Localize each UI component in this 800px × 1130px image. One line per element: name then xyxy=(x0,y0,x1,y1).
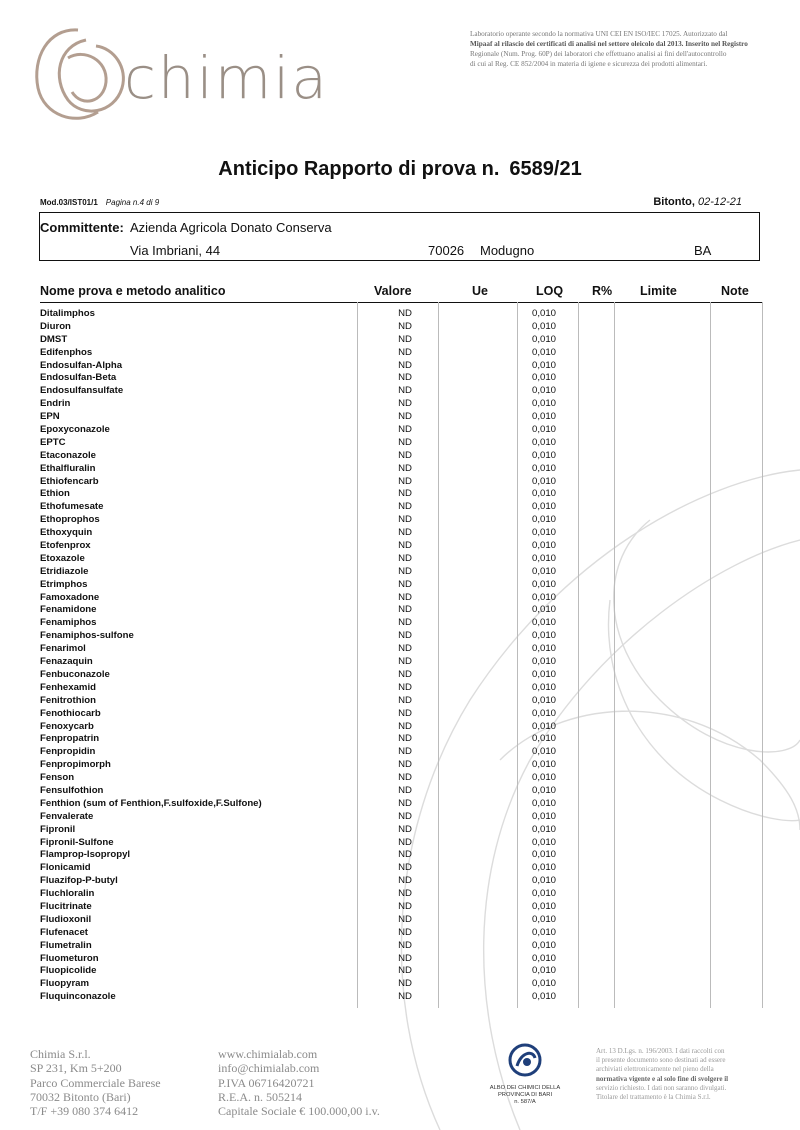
analyte-name: Fenitrothion xyxy=(40,694,96,706)
table-row xyxy=(40,579,762,592)
analyte-name: Endrin xyxy=(40,398,71,410)
analyte-value: ND xyxy=(398,965,412,977)
analyte-name: Fluometuron xyxy=(40,952,99,964)
analyte-value: ND xyxy=(398,385,412,397)
date-label: Bitonto, xyxy=(653,196,695,208)
header-value: Valore xyxy=(374,284,412,298)
analyte-loq: 0,010 xyxy=(532,527,557,539)
header-note: Note xyxy=(721,284,749,298)
analyte-loq: 0,010 xyxy=(532,888,557,900)
analyte-loq: 0,010 xyxy=(532,514,557,526)
analyte-loq: 0,010 xyxy=(532,810,557,822)
analyte-value: ND xyxy=(398,540,412,552)
analyte-value: ND xyxy=(398,952,412,964)
analyte-loq: 0,010 xyxy=(532,836,557,848)
analyte-loq: 0,010 xyxy=(532,565,557,577)
albo-line: ALBO DEI CHIMICI DELLA xyxy=(489,1085,561,1091)
accreditation-line: di cui al Reg. CE 852/2004 in materia di igiene e sicurezza dei prodotti alimentari. xyxy=(470,60,708,68)
analyte-name: Epoxyconazole xyxy=(40,424,110,436)
table-row xyxy=(40,488,762,501)
analyte-value: ND xyxy=(398,552,412,564)
table-row xyxy=(40,476,762,489)
table-row xyxy=(40,656,762,669)
analyte-value: ND xyxy=(398,630,412,642)
table-row xyxy=(40,553,762,566)
accreditation-line: Mipaaf al rilascio dei certificati di analisi nel settore oleicolo dal 2013. Inserito nel Registro xyxy=(470,40,748,48)
analyte-loq: 0,010 xyxy=(532,681,557,693)
analyte-loq: 0,010 xyxy=(532,823,557,835)
analyte-value: ND xyxy=(398,681,412,693)
table-row xyxy=(40,953,762,966)
analyte-loq: 0,010 xyxy=(532,978,557,990)
table-row xyxy=(40,695,762,708)
client-province: BA xyxy=(694,243,712,258)
analyte-value: ND xyxy=(398,913,412,925)
analyte-value: ND xyxy=(398,436,412,448)
analyte-name: Ethoxyquin xyxy=(40,527,93,539)
analyte-name: Fenothiocarb xyxy=(40,707,101,719)
table-row xyxy=(40,708,762,721)
analyte-name: Ethion xyxy=(40,488,70,500)
table-row xyxy=(40,682,762,695)
table-row xyxy=(40,360,762,373)
analyte-value: ND xyxy=(398,565,412,577)
table-row xyxy=(40,463,762,476)
analyte-value: ND xyxy=(398,978,412,990)
table-row xyxy=(40,733,762,746)
table-row xyxy=(40,450,762,463)
module-line xyxy=(40,198,159,207)
table-row xyxy=(40,514,762,527)
analyte-name: Fenhexamid xyxy=(40,681,96,693)
analyte-loq: 0,010 xyxy=(532,333,557,345)
analyte-name: EPN xyxy=(40,411,60,423)
analyte-name: Fenazaquin xyxy=(40,656,93,668)
analyte-value: ND xyxy=(398,333,412,345)
analyte-loq: 0,010 xyxy=(532,965,557,977)
company-line: Chimia S.r.l. xyxy=(30,1047,91,1061)
report-number: 6589/21 xyxy=(509,158,582,180)
analyte-loq: 0,010 xyxy=(532,372,557,384)
table-row xyxy=(40,527,762,540)
analyte-name: Flufenacet xyxy=(40,926,88,938)
analyte-value: ND xyxy=(398,488,412,500)
analyte-name: Fenamidone xyxy=(40,604,97,616)
chimia-logo-icon xyxy=(28,18,133,128)
client-city: Modugno xyxy=(480,243,535,258)
privacy-line: Art. 13 D.Lgs. n. 196/2003. I dati raccolti con xyxy=(596,1047,725,1055)
table-row xyxy=(40,798,762,811)
table-row xyxy=(40,334,762,347)
accreditation-line: Regionale (Num. Prog. 60P) dei laboratori che effettuano analisi ai fini dell'autocontrollo xyxy=(470,50,727,58)
table-row xyxy=(40,759,762,772)
table-row xyxy=(40,372,762,385)
email-link[interactable]: info@chimialab.com xyxy=(218,1061,320,1076)
analyte-value: ND xyxy=(398,694,412,706)
privacy-line: il presente documento sono destinati ad essere xyxy=(596,1056,726,1065)
analyte-name: Etofenprox xyxy=(40,540,91,552)
analyte-name: Endosulfan-Beta xyxy=(40,372,117,384)
analyte-name: Fludioxonil xyxy=(40,913,92,925)
company-line: T/F +39 080 374 6412 xyxy=(30,1104,139,1119)
table-row xyxy=(40,849,762,862)
client-cap: 70026 xyxy=(428,243,465,258)
albo-seal-icon xyxy=(505,1040,545,1080)
table-row xyxy=(40,721,762,734)
analyte-loq: 0,010 xyxy=(532,540,557,552)
brand-name: chimia xyxy=(124,44,329,112)
albo-line: PROVINCIA DI BARI xyxy=(497,1092,553,1098)
table-row xyxy=(40,592,762,605)
privacy-note xyxy=(596,1047,788,1102)
header-r: R% xyxy=(592,284,613,298)
analyte-loq: 0,010 xyxy=(532,630,557,642)
header-ue: Ue xyxy=(472,284,488,298)
header-loq: LOQ xyxy=(536,284,564,298)
analyte-name: Ditalimphos xyxy=(40,308,95,319)
analyte-value: ND xyxy=(398,836,412,848)
analyte-loq: 0,010 xyxy=(532,656,557,668)
table-header xyxy=(40,284,762,303)
analyte-loq: 0,010 xyxy=(532,578,557,590)
privacy-line: servizio richiesto. I dati non saranno divulgati. xyxy=(596,1083,727,1092)
analyte-loq: 0,010 xyxy=(532,346,557,358)
analyte-loq: 0,010 xyxy=(532,707,557,719)
analyte-name: Fenbuconazole xyxy=(40,668,110,680)
header-name: Nome prova e metodo analitico xyxy=(40,284,226,298)
table-row xyxy=(40,978,762,991)
analyte-value: ND xyxy=(398,346,412,358)
albo-chimici-seal xyxy=(470,1040,580,1106)
analyte-name: Ethofumesate xyxy=(40,501,104,513)
analyte-value: ND xyxy=(398,900,412,912)
analyte-value: ND xyxy=(398,475,412,487)
analyte-name: Fenpropimorph xyxy=(40,759,111,771)
analyte-name: Ethalfluralin xyxy=(40,462,96,474)
table-row xyxy=(40,398,762,411)
analyte-loq: 0,010 xyxy=(532,424,557,436)
column-divider xyxy=(762,302,763,1008)
analyte-name: Endosulfan-Alpha xyxy=(40,359,123,371)
table-row xyxy=(40,914,762,927)
analyte-value: ND xyxy=(398,411,412,423)
analyte-value: ND xyxy=(398,656,412,668)
analyte-name: Etrimphos xyxy=(40,578,88,590)
analyte-loq: 0,010 xyxy=(532,591,557,603)
analyte-name: Fenson xyxy=(40,772,75,784)
analyte-value: ND xyxy=(398,875,412,887)
report-date xyxy=(653,196,742,208)
analyte-loq: 0,010 xyxy=(532,746,557,758)
table-row xyxy=(40,424,762,437)
table-row xyxy=(40,746,762,759)
table-row xyxy=(40,617,762,630)
table-row xyxy=(40,811,762,824)
analyte-name: Fluazifop-P-butyl xyxy=(40,875,118,887)
analyte-name: Fenamiphos-sulfone xyxy=(40,630,134,642)
header-limit: Limite xyxy=(640,284,677,298)
analyte-name: Fensulfothion xyxy=(40,784,104,796)
report-title-text: Anticipo Rapporto di prova n. xyxy=(218,158,500,180)
analyte-value: ND xyxy=(398,514,412,526)
privacy-line: Titolare del trattamento è la Chimia S.r.l. xyxy=(596,1093,711,1102)
analyte-value: ND xyxy=(398,939,412,951)
analyte-loq: 0,010 xyxy=(532,411,557,423)
analyte-loq: 0,010 xyxy=(532,359,557,371)
client-label: Committente: xyxy=(40,220,124,235)
company-line: 70032 Bitonto (Bari) xyxy=(30,1089,131,1104)
table-row xyxy=(40,785,762,798)
analyte-name: Ethiofencarb xyxy=(40,475,99,487)
analyte-value: ND xyxy=(398,823,412,835)
analyte-name: Fenamiphos xyxy=(40,617,97,629)
analyte-loq: 0,010 xyxy=(532,475,557,487)
analyte-loq: 0,010 xyxy=(532,900,557,912)
analyte-loq: 0,010 xyxy=(532,449,557,461)
analyte-loq: 0,010 xyxy=(532,952,557,964)
analyte-name: Famoxadone xyxy=(40,591,100,603)
analyte-loq: 0,010 xyxy=(532,862,557,874)
analyte-value: ND xyxy=(398,578,412,590)
results-table-body xyxy=(40,308,762,1004)
table-row xyxy=(40,437,762,450)
analyte-value: ND xyxy=(398,359,412,371)
analyte-value: ND xyxy=(398,862,412,874)
analyte-value: ND xyxy=(398,849,412,861)
analyte-name: Flucitrinate xyxy=(40,900,92,912)
analyte-loq: 0,010 xyxy=(532,991,557,1003)
accreditation-line: Laboratorio operante secondo la normativa UNI CEI EN ISO/IEC 17025. Autorizzato dal xyxy=(470,30,728,38)
analyte-loq: 0,010 xyxy=(532,720,557,732)
analyte-name: Fipronil xyxy=(40,823,76,835)
table-row xyxy=(40,501,762,514)
analyte-value: ND xyxy=(398,372,412,384)
analyte-loq: 0,010 xyxy=(532,939,557,951)
analyte-name: Flonicamid xyxy=(40,862,91,874)
analyte-value: ND xyxy=(398,772,412,784)
analyte-value: ND xyxy=(398,643,412,655)
analyte-name: Flamprop-Isopropyl xyxy=(40,849,131,861)
analyte-name: Flumetralin xyxy=(40,939,92,951)
analyte-value: ND xyxy=(398,746,412,758)
report-title xyxy=(0,158,800,181)
analyte-loq: 0,010 xyxy=(532,913,557,925)
analyte-name: Ethoprophos xyxy=(40,514,100,526)
table-row xyxy=(40,927,762,940)
analyte-value: ND xyxy=(398,707,412,719)
table-row xyxy=(40,824,762,837)
analyte-loq: 0,010 xyxy=(532,462,557,474)
table-row xyxy=(40,540,762,553)
analyte-value: ND xyxy=(398,527,412,539)
analyte-value: ND xyxy=(398,501,412,513)
table-row xyxy=(40,385,762,398)
analyte-value: ND xyxy=(398,888,412,900)
analyte-value: ND xyxy=(398,926,412,938)
analyte-name: Edifenphos xyxy=(40,346,93,358)
table-row xyxy=(40,991,762,1004)
analyte-name: Etoxazole xyxy=(40,552,85,564)
table-row xyxy=(40,308,762,321)
analyte-name: Fluopyram xyxy=(40,978,90,990)
table-row xyxy=(40,888,762,901)
table-row xyxy=(40,669,762,682)
table-row xyxy=(40,862,762,875)
analyte-loq: 0,010 xyxy=(532,694,557,706)
analyte-loq: 0,010 xyxy=(532,436,557,448)
analyte-name: Fluopicolide xyxy=(40,965,97,977)
table-row xyxy=(40,347,762,360)
analyte-loq: 0,010 xyxy=(532,604,557,616)
analyte-loq: 0,010 xyxy=(532,643,557,655)
analyte-value: ND xyxy=(398,398,412,410)
analyte-value: ND xyxy=(398,591,412,603)
analyte-loq: 0,010 xyxy=(532,733,557,745)
client-name: Azienda Agricola Donato Conserva xyxy=(130,220,332,235)
website-link[interactable]: www.chimialab.com xyxy=(218,1047,318,1061)
analyte-name: Etaconazole xyxy=(40,449,96,461)
analyte-name: Endosulfansulfate xyxy=(40,385,124,397)
table-row xyxy=(40,604,762,617)
analyte-loq: 0,010 xyxy=(532,308,557,319)
analyte-loq: 0,010 xyxy=(532,552,557,564)
analyte-value: ND xyxy=(398,308,412,319)
analyte-loq: 0,010 xyxy=(532,759,557,771)
table-row xyxy=(40,411,762,424)
analyte-loq: 0,010 xyxy=(532,772,557,784)
analyte-loq: 0,010 xyxy=(532,501,557,513)
analyte-name: Fenpropatrin xyxy=(40,733,100,745)
analyte-value: ND xyxy=(398,720,412,732)
analyte-loq: 0,010 xyxy=(532,784,557,796)
date-value: 02-12-21 xyxy=(697,196,742,208)
analyte-name: Fenoxycarb xyxy=(40,720,94,732)
accreditation-note xyxy=(470,29,780,69)
analyte-value: ND xyxy=(398,617,412,629)
analyte-value: ND xyxy=(398,784,412,796)
analyte-name: Fenthion (sum of Fenthion,F.sulfoxide,F.Sulfone) xyxy=(40,797,262,809)
analyte-loq: 0,010 xyxy=(532,875,557,887)
analyte-loq: 0,010 xyxy=(532,926,557,938)
analyte-loq: 0,010 xyxy=(532,320,557,332)
analyte-value: ND xyxy=(398,810,412,822)
table-row xyxy=(40,321,762,334)
table-row xyxy=(40,566,762,579)
analyte-name: Fenvalerate xyxy=(40,810,94,822)
analyte-value: ND xyxy=(398,462,412,474)
analyte-name: Fenarimol xyxy=(40,643,86,655)
analyte-value: ND xyxy=(398,668,412,680)
company-info xyxy=(30,1047,161,1118)
table-row xyxy=(40,875,762,888)
analyte-loq: 0,010 xyxy=(532,797,557,809)
page-indicator: Pagina n.4 di 9 xyxy=(105,198,160,207)
table-row xyxy=(40,643,762,656)
contact-info xyxy=(218,1047,380,1118)
analyte-name: Fluquinconazole xyxy=(40,991,116,1003)
analyte-name: Fipronil-Sulfone xyxy=(40,836,114,848)
analyte-loq: 0,010 xyxy=(532,617,557,629)
table-row xyxy=(40,630,762,643)
contact-line: Capitale Sociale € 100.000,00 i.v. xyxy=(218,1104,380,1119)
analyte-value: ND xyxy=(398,733,412,745)
table-row xyxy=(40,940,762,953)
analyte-name: Etridiazole xyxy=(40,565,89,577)
analyte-name: Fluchloralin xyxy=(40,888,95,900)
analyte-loq: 0,010 xyxy=(532,668,557,680)
privacy-line: normativa vigente e al solo fine di svolgere il xyxy=(596,1074,729,1083)
analyte-value: ND xyxy=(398,320,412,332)
module-code: Mod.03/IST01/1 xyxy=(40,198,98,207)
contact-line: R.E.A. n. 505214 xyxy=(218,1089,302,1104)
analyte-name: Diuron xyxy=(40,320,71,332)
albo-line: n. 587/A xyxy=(514,1099,536,1105)
company-line: Parco Commerciale Barese xyxy=(30,1075,161,1090)
analyte-loq: 0,010 xyxy=(532,385,557,397)
analyte-value: ND xyxy=(398,424,412,436)
table-row xyxy=(40,837,762,850)
analyte-name: DMST xyxy=(40,333,68,345)
analyte-name: EPTC xyxy=(40,436,66,448)
analyte-value: ND xyxy=(398,449,412,461)
analyte-loq: 0,010 xyxy=(532,488,557,500)
analyte-value: ND xyxy=(398,991,412,1003)
privacy-line: archiviati elettronicamente nel pieno della xyxy=(596,1065,714,1074)
analyte-loq: 0,010 xyxy=(532,849,557,861)
analyte-value: ND xyxy=(398,759,412,771)
table-row xyxy=(40,965,762,978)
client-address: Via Imbriani, 44 xyxy=(130,243,221,258)
analyte-value: ND xyxy=(398,797,412,809)
analyte-value: ND xyxy=(398,604,412,616)
company-line: SP 231, Km 5+200 xyxy=(30,1061,122,1076)
table-row xyxy=(40,772,762,785)
analyte-name: Fenpropidin xyxy=(40,746,96,758)
table-row xyxy=(40,901,762,914)
contact-line: P.IVA 06716420721 xyxy=(218,1075,315,1090)
analyte-loq: 0,010 xyxy=(532,398,557,410)
